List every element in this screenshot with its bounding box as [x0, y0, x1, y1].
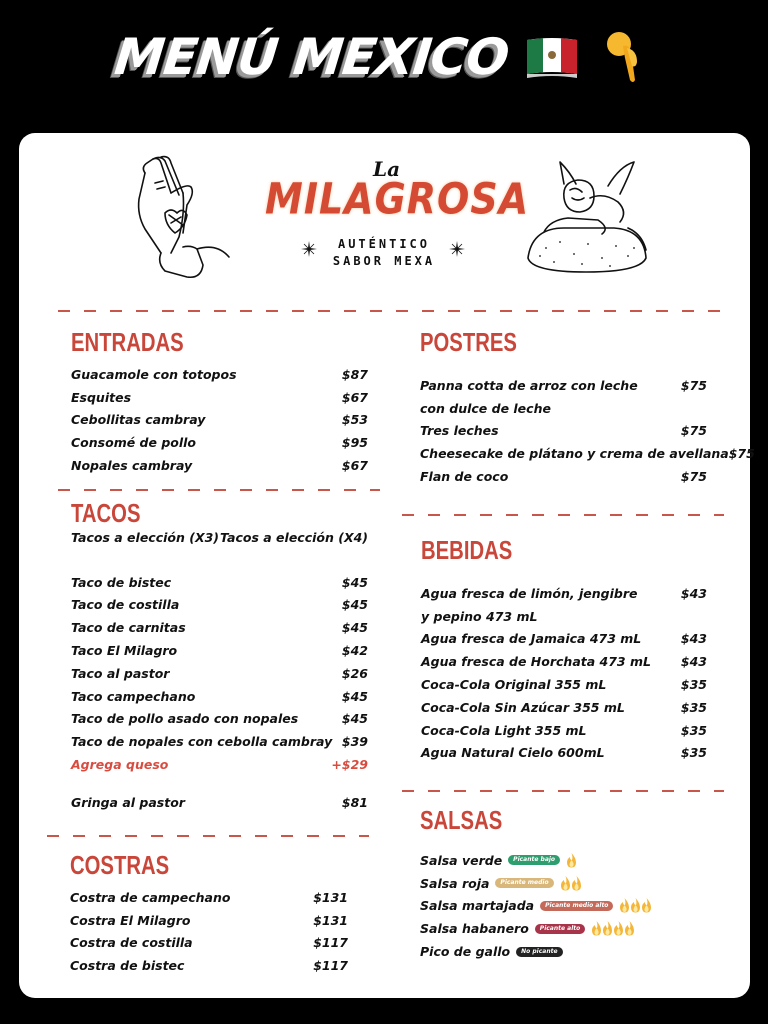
item-name: Agua Natural Cielo 600mL: [421, 745, 605, 761]
logo-prefix: La: [373, 157, 401, 181]
menu-item: [71, 708, 368, 731]
item-price: $35: [680, 745, 707, 761]
divider: [402, 514, 724, 516]
page-title-text: MENÚ MEXICO: [112, 28, 512, 86]
menu-item: [421, 719, 707, 742]
menu-item: [421, 742, 707, 765]
item-name: Guacamole con totopos: [71, 366, 237, 382]
item-price: $117: [313, 935, 348, 951]
menu-item: [70, 886, 348, 909]
menu-item: [420, 420, 707, 443]
item-name: Panna cotta de arroz con leche: [420, 377, 638, 393]
item-name: Costra de costilla: [70, 935, 193, 951]
menu-item: [71, 431, 368, 454]
item-price: $43: [680, 654, 707, 670]
item-price: $45: [341, 620, 368, 636]
item-price: $131: [313, 889, 348, 905]
salsa-item: [420, 917, 710, 940]
divider: [402, 790, 724, 792]
item-name-line-2: con dulce de leche: [420, 400, 551, 416]
flame-icon: [630, 898, 641, 913]
menu-item: [71, 685, 368, 708]
flame-icon: [591, 921, 602, 936]
menu-item: [71, 662, 368, 685]
menu-item: [70, 954, 348, 977]
section-entradas: [71, 327, 368, 477]
item-price: $67: [341, 458, 368, 474]
section-title: TACOS: [71, 498, 141, 528]
page-title: [0, 22, 768, 92]
item-price: $45: [341, 711, 368, 727]
item-price: $81: [341, 794, 368, 810]
menu-item: [71, 639, 368, 662]
menu-item: [71, 594, 368, 617]
item-name: Cebollitas cambray: [71, 412, 206, 428]
item-name: Gringa al pastor: [71, 794, 185, 810]
salsa-item: [420, 940, 710, 963]
menu-item: [420, 442, 755, 465]
item-name: Esquites: [71, 389, 132, 405]
item-name: Coca-Cola Light 355 mL: [421, 722, 587, 738]
menu-item: [71, 791, 368, 814]
section-tacos: [71, 498, 368, 814]
flame-icon: [619, 898, 630, 913]
item-name: Agrega queso: [71, 757, 169, 773]
flame-rating: [591, 921, 635, 936]
item-price: $67: [341, 389, 368, 405]
menu-item: [71, 730, 368, 753]
item-name: Consomé de pollo: [71, 435, 197, 451]
item-name: Agua fresca de Horchata 473 mL: [421, 654, 651, 670]
pointing-down-hand-icon: [595, 28, 653, 86]
item-price: $45: [341, 597, 368, 613]
flame-rating: [566, 853, 577, 868]
menu-item: [71, 409, 368, 432]
logo-name: MILAGROSA: [265, 174, 530, 224]
logo-tagline: [319, 236, 449, 270]
item-price: $43: [680, 585, 707, 601]
section-title: POSTRES: [420, 327, 517, 357]
flame-icon: [641, 898, 652, 913]
flame-icon: [571, 876, 582, 891]
extra-item: [71, 753, 368, 776]
item-price: $75: [680, 423, 707, 439]
section-title: COSTRAS: [70, 850, 170, 880]
menu-item: [71, 454, 368, 477]
menu-item: [421, 696, 707, 719]
item-price: $131: [313, 912, 348, 928]
menu-item: [71, 363, 368, 386]
menu-item: [71, 386, 368, 409]
flame-icon: [602, 921, 613, 936]
item-name: Costra de bistec: [70, 958, 185, 974]
flame-rating: [560, 876, 582, 891]
item-price: $75: [680, 469, 707, 485]
salsa-name: Salsa roja: [420, 875, 490, 891]
menu-item-continuation: [421, 605, 707, 628]
menu-item: [71, 571, 368, 594]
item-name-line-2: y pepino 473 mL: [421, 608, 538, 624]
item-name: Costra de campechano: [70, 889, 231, 905]
item-name: Taco de pollo asado con nopales: [71, 711, 299, 727]
angel-on-taco-icon: [524, 158, 649, 280]
item-price: $26: [341, 665, 368, 681]
flame-rating: [619, 898, 652, 913]
tacos-options: [71, 526, 368, 549]
item-price: $75: [680, 377, 707, 393]
item-name: Agua fresca de limón, jengibre: [421, 585, 638, 601]
flame-icon: [560, 876, 571, 891]
flame-icon: [613, 921, 624, 936]
praying-hands-icon: [131, 153, 241, 288]
item-price: $75: [728, 446, 755, 462]
section-title: BEBIDAS: [421, 535, 513, 565]
menu-item: [421, 582, 707, 605]
divider: [58, 310, 724, 312]
item-name: Taco de carnitas: [71, 620, 186, 636]
item-price: +$29: [331, 757, 368, 773]
item-price: $35: [680, 722, 707, 738]
salsa-item: [420, 872, 710, 895]
item-name: Taco de bistec: [71, 574, 172, 590]
item-price: $95: [341, 435, 368, 451]
section-salsas: [420, 805, 710, 963]
section-costras: [70, 850, 348, 977]
salsa-name: Salsa habanero: [420, 921, 529, 937]
item-name: Coca-Cola Sin Azúcar 355 mL: [421, 699, 625, 715]
spice-level-badge: Picante medio alto: [540, 901, 613, 911]
item-name: Taco de nopales con cebolla cambray: [71, 734, 333, 750]
item-price: $42: [341, 643, 368, 659]
item-price: $45: [341, 688, 368, 704]
divider: [47, 835, 369, 837]
sparkle-star-icon: [301, 241, 317, 257]
menu-card: [19, 133, 755, 998]
item-name: Taco El Milagro: [71, 643, 178, 659]
item-name: Tres leches: [420, 423, 499, 439]
option-x3: Tacos a elección (X3): [71, 529, 219, 545]
spice-level-badge: Picante medio: [495, 878, 553, 888]
spice-level-badge: Picante alto: [535, 924, 585, 934]
item-price: $35: [680, 677, 707, 693]
menu-item: [421, 673, 707, 696]
spice-level-badge: Picante bajo: [508, 855, 560, 865]
section-title: ENTRADAS: [71, 327, 184, 357]
item-price: $45: [341, 574, 368, 590]
salsa-name: Salsa verde: [420, 852, 503, 868]
item-price: $53: [341, 412, 368, 428]
section-title: SALSAS: [420, 805, 503, 835]
mexico-flag-icon: [523, 28, 581, 86]
sparkle-star-icon: [449, 241, 465, 257]
menu-item: [70, 932, 348, 955]
menu-item-continuation: [420, 397, 707, 420]
menu-item: [420, 374, 707, 397]
spice-level-badge: No picante: [516, 947, 562, 957]
divider: [58, 489, 380, 491]
item-name: Taco al pastor: [71, 665, 170, 681]
tagline-line-2: SABOR MEXA: [332, 254, 436, 268]
logo-header: [19, 133, 750, 293]
item-price: $35: [680, 699, 707, 715]
menu-item: [420, 465, 707, 488]
item-name: Costra El Milagro: [70, 912, 191, 928]
item-name: Coca-Cola Original 355 mL: [421, 677, 607, 693]
item-price: $39: [341, 734, 368, 750]
item-name: Agua fresca de Jamaica 473 mL: [421, 631, 642, 647]
menu-item: [71, 616, 368, 639]
flame-icon: [624, 921, 635, 936]
item-price: $43: [680, 631, 707, 647]
option-x4: Tacos a elección (X4): [220, 529, 368, 545]
menu-item: [70, 909, 348, 932]
section-postres: [420, 327, 755, 488]
item-name: Flan de coco: [420, 469, 509, 485]
salsa-name: Pico de gallo: [420, 944, 511, 960]
salsa-item: [420, 895, 710, 918]
salsa-name: Salsa martajada: [420, 898, 535, 914]
tagline-line-1: AUTÉNTICO: [337, 237, 431, 251]
item-price: $87: [341, 366, 368, 382]
menu-item: [421, 650, 707, 673]
section-bebidas: [421, 535, 707, 764]
item-name: Nopales cambray: [71, 458, 193, 474]
item-price: $117: [313, 958, 348, 974]
menu-item: [421, 628, 707, 651]
flame-icon: [566, 853, 577, 868]
item-name: Taco campechano: [71, 688, 196, 704]
item-name: Cheesecake de plátano y crema de avellana: [420, 446, 729, 462]
salsa-item: [420, 849, 710, 872]
item-name: Taco de costilla: [71, 597, 180, 613]
